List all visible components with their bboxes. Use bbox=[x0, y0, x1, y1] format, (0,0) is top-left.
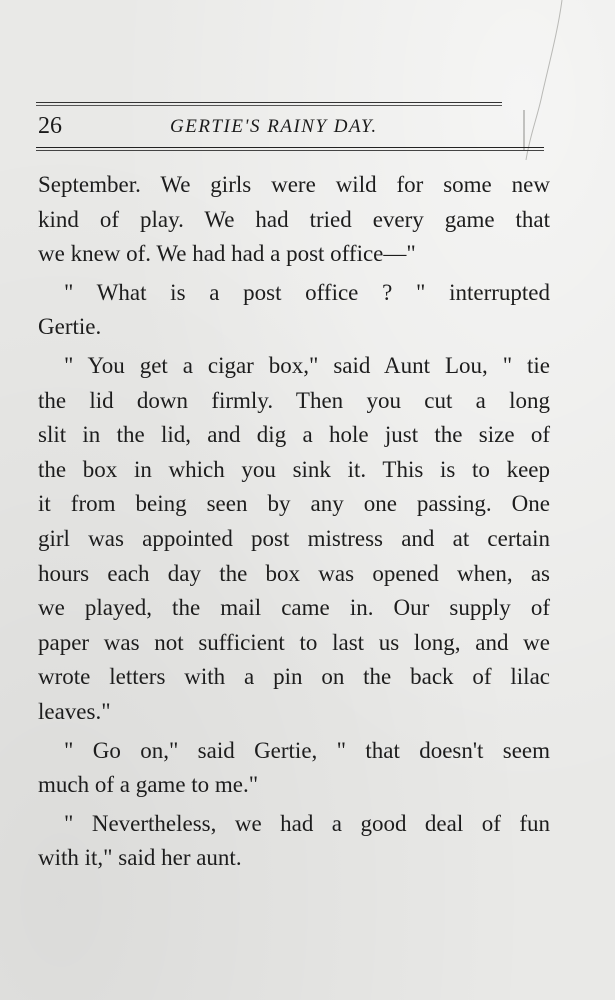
header-rule-top-secondary bbox=[36, 105, 502, 106]
text-line: wrote letters with a pin on the back of lilac bbox=[38, 664, 550, 690]
text-line: much of a game to me." bbox=[38, 772, 259, 798]
header-rule-top bbox=[36, 102, 502, 103]
text-line: the box in which you sink it. This is to keep bbox=[38, 456, 550, 482]
header-rule-bottom bbox=[36, 147, 544, 148]
text-line: " What is a post office ? " interrupted bbox=[64, 279, 550, 305]
body-text bbox=[38, 168, 550, 876]
page-crease-mark bbox=[520, 0, 570, 160]
header-rule-bottom-secondary bbox=[36, 150, 544, 151]
text-line: we played, the mail came in. Our supply of bbox=[38, 595, 550, 621]
text-line: hours each day the box was opened when, as bbox=[38, 560, 550, 586]
text-line: leaves." bbox=[38, 698, 111, 724]
text-line: girl was appointed post mistress and at certain bbox=[38, 525, 550, 551]
text-line: we knew of. We had had a post office—" bbox=[38, 241, 416, 267]
text-line: " Nevertheless, we had a good deal of fun bbox=[64, 810, 550, 836]
text-line: paper was not sufficient to last us long, and we bbox=[38, 629, 550, 655]
text-line: the lid down firmly. Then you cut a long bbox=[38, 387, 550, 413]
text-line: September. We girls were wild for some new bbox=[38, 172, 550, 197]
text-line: " You get a cigar box," said Aunt Lou, " tie bbox=[64, 352, 550, 378]
text-line: Gertie. bbox=[38, 314, 102, 340]
text-line: with it," said her aunt. bbox=[38, 845, 242, 871]
text-line: slit in the lid, and dig a hole just the size of bbox=[38, 422, 550, 448]
text-line: it from being seen by any one passing. One bbox=[38, 491, 550, 517]
text-line: kind of play. We had tried every game that bbox=[38, 206, 550, 232]
page-number: 26 bbox=[38, 113, 62, 139]
running-title: GERTIE'S RAINY DAY. bbox=[170, 116, 378, 137]
text-line: " Go on," said Gertie, " that doesn't seem bbox=[64, 737, 550, 763]
